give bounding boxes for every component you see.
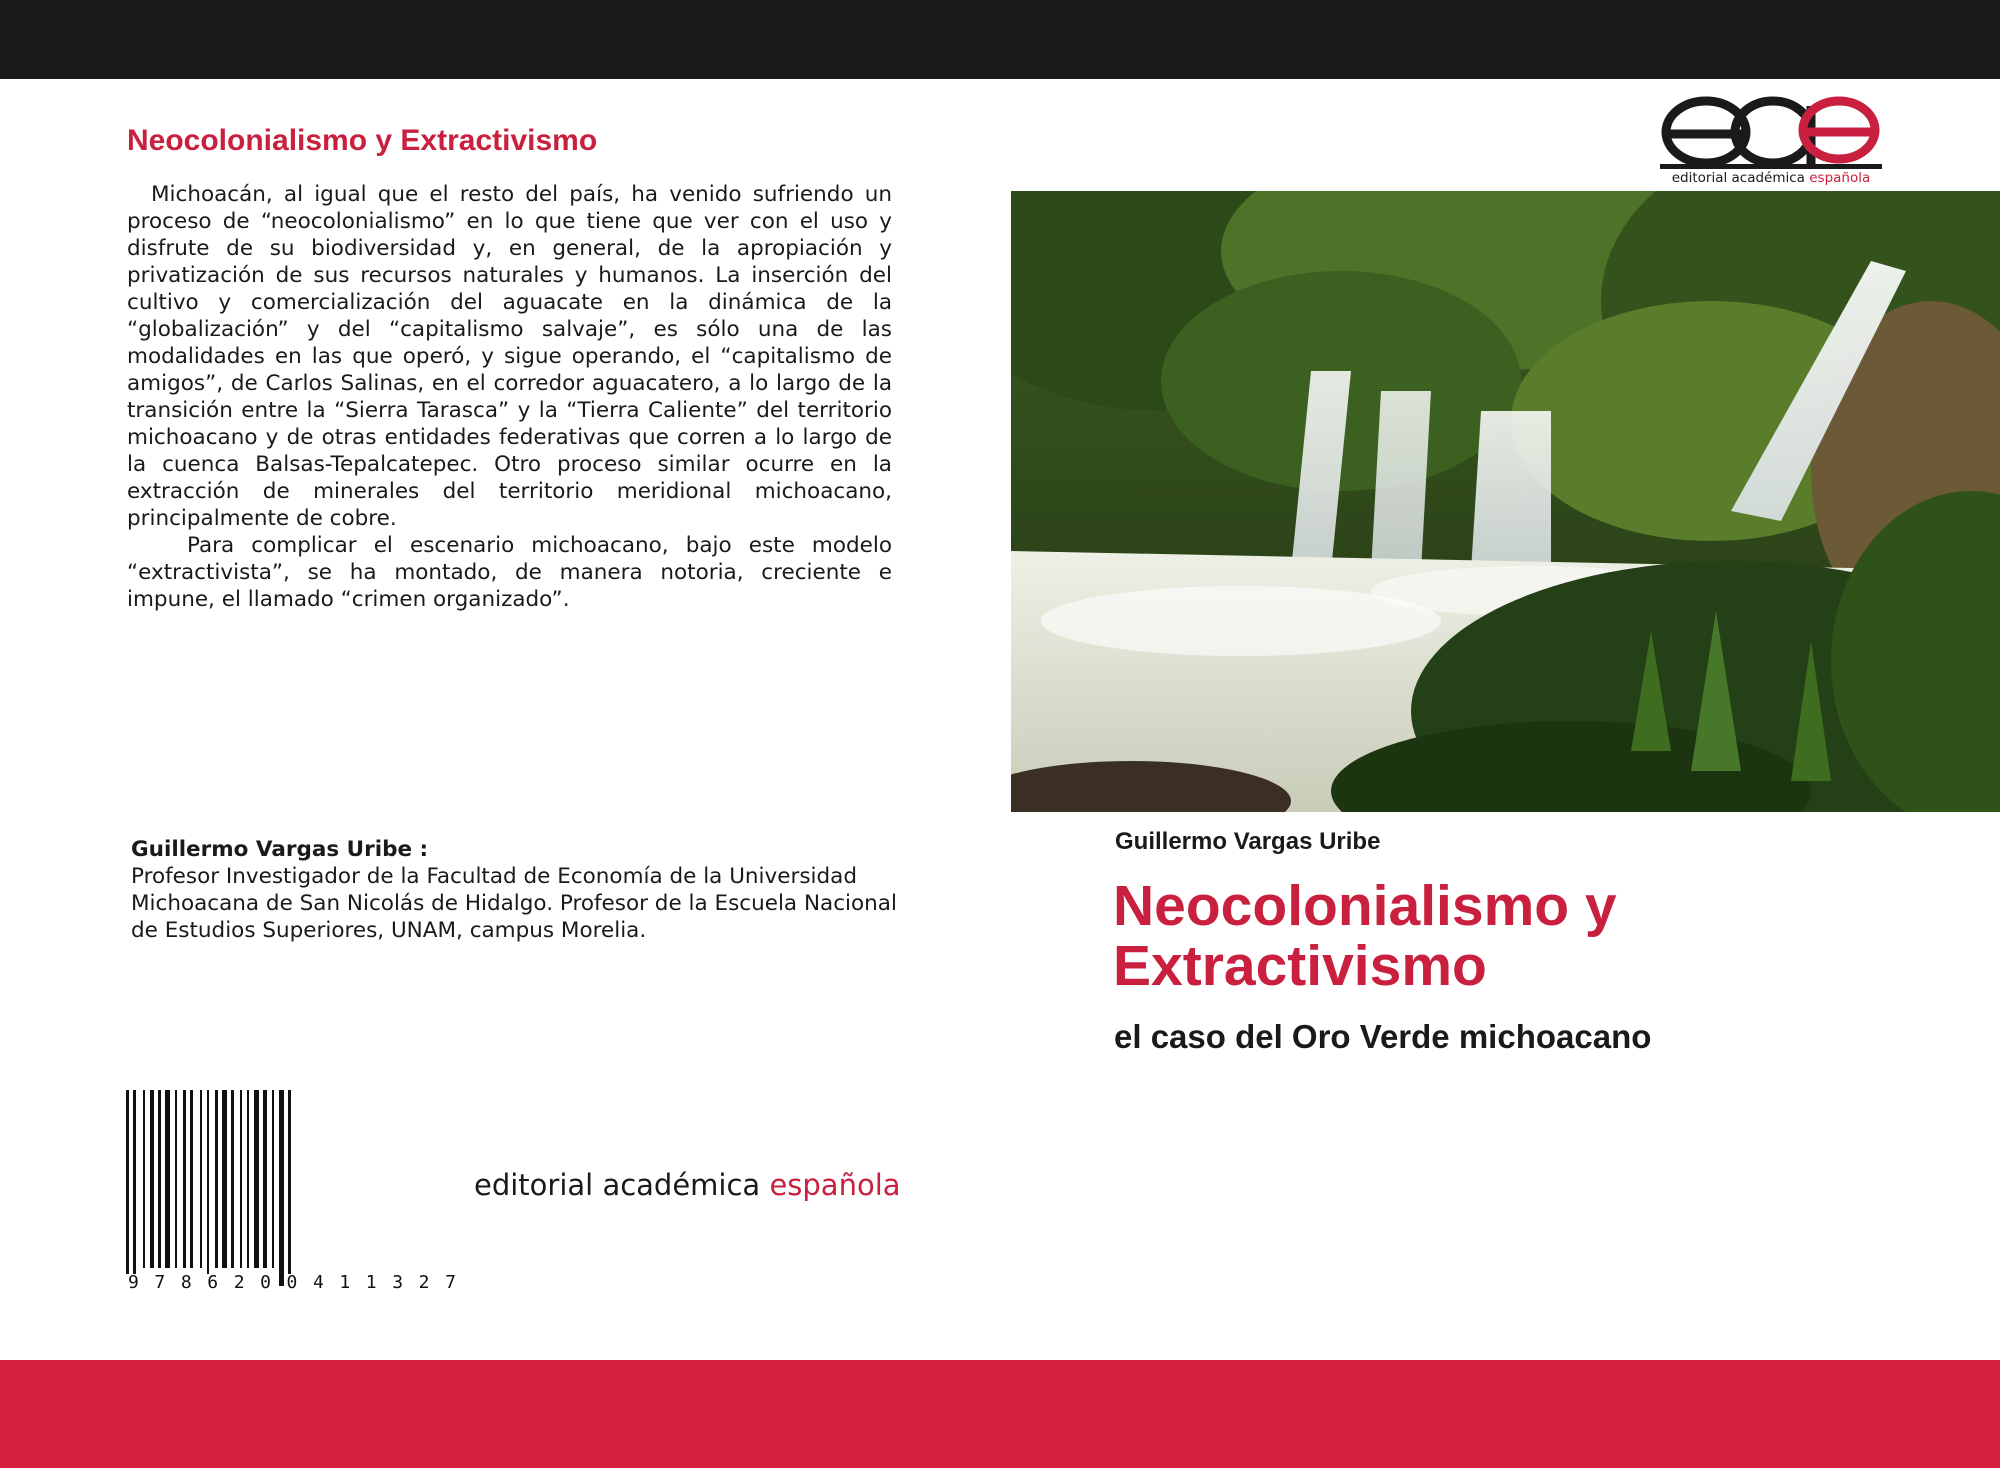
barcode-bar — [215, 1090, 218, 1268]
barcode-digit: 6 — [207, 1272, 219, 1293]
barcode-bar — [190, 1090, 193, 1268]
barcode-digit: 4 — [312, 1272, 324, 1293]
barcode-bar — [183, 1090, 186, 1268]
barcode-bar — [279, 1090, 284, 1286]
author-bio-text: Profesor Investigador de la Facultad de Economía de la Universidad Michoacana de San Nicolás de Hidalgo. Profesor de la Escuela Nacional de Estudios Superiores, UNAM, campus Morelia. — [131, 864, 897, 943]
barcode-digit: 8 — [180, 1272, 192, 1293]
waterfall-photo — [1011, 191, 2000, 812]
barcode-digit: 7 — [154, 1272, 166, 1293]
barcode-digit: 0 — [260, 1272, 271, 1293]
front-title: Neocolonialismo y Extractivismo — [1113, 874, 1617, 998]
blurb-paragraph-1: Michoacán, al igual que el resto del país, ha venido sufriendo un proceso de “neocolonialismo” en lo que tiene que ver con el uso y disfrute de su biodiversidad y, en general, de la apropiación y privatización de sus recursos naturales y humanos. La inserción del cultivo y comercialización del aguacate en la dinámica de la “globalización” y del “capitalismo salvaje”, es sólo una de las modalidades en las que operó, y sigue operando, el “capitalismo de amigos”, de Carlos Salinas, en el corredor aguacatero, a lo largo de la transición entre la “Sierra Tarasca” y la “Tierra Caliente” del territorio michoacano y de otras entidades federativas que corren a lo largo de la cuenca Balsas-Tepalcatepec. Otro proceso similar ocurre en la extracción de minerales del territorio meridional michoacano, principalmente de cobre. — [127, 182, 892, 531]
back-cover-blurb — [127, 181, 892, 613]
barcode-bars — [126, 1090, 458, 1286]
author-bio-name: Guillermo Vargas Uribe : — [131, 837, 429, 862]
barcode-digit: 1 — [365, 1272, 377, 1293]
logo-caption-main: editorial académica — [1671, 170, 1805, 186]
barcode-bar — [150, 1090, 154, 1268]
barcode-digits — [126, 1274, 458, 1292]
barcode-digit: 3 — [392, 1272, 404, 1293]
barcode-bar — [165, 1090, 170, 1268]
barcode-bar — [222, 1090, 227, 1268]
barcode-bar — [158, 1090, 161, 1268]
barcode-bar — [143, 1090, 145, 1268]
author-bio — [131, 836, 901, 944]
barcode-bar — [126, 1090, 129, 1286]
barcode-bar — [133, 1090, 136, 1286]
barcode-digit: 2 — [233, 1272, 245, 1293]
back-cover-title: Neocolonialismo y Extractivismo — [127, 124, 598, 157]
barcode-digit: 7 — [445, 1272, 456, 1293]
barcode-digit: 2 — [418, 1272, 430, 1293]
logo-caption — [1660, 170, 1882, 186]
barcode-bar — [207, 1090, 209, 1286]
barcode-bar — [240, 1090, 242, 1268]
barcode-digit: 0 — [286, 1272, 298, 1293]
barcode-bar — [272, 1090, 274, 1268]
back-publisher-name — [474, 1168, 901, 1202]
barcode-bar — [200, 1090, 202, 1268]
front-subtitle: el caso del Oro Verde michoacano — [1114, 1018, 1652, 1055]
front-author: Guillermo Vargas Uribe — [1115, 828, 1381, 855]
isbn-barcode — [126, 1090, 458, 1293]
barcode-bar — [247, 1090, 249, 1268]
barcode-digit: 1 — [339, 1272, 351, 1293]
barcode-bar — [254, 1090, 259, 1268]
top-band — [0, 0, 2000, 79]
logo-caption-accent: española — [1809, 170, 1871, 186]
back-publisher-accent: española — [769, 1168, 901, 1202]
back-publisher-main: editorial académica — [474, 1168, 761, 1202]
barcode-bar — [231, 1090, 234, 1268]
barcode-bar — [175, 1090, 177, 1268]
barcode-bar — [288, 1090, 291, 1286]
barcode-bar — [263, 1090, 267, 1268]
barcode-digit: 9 — [128, 1272, 139, 1293]
bottom-band — [0, 1360, 2000, 1468]
blurb-paragraph-2: Para complicar el escenario michoacano, bajo este modelo “extractivista”, se ha montado, de manera notoria, creciente e impune, el llamado “crimen organizado”. — [127, 533, 892, 612]
